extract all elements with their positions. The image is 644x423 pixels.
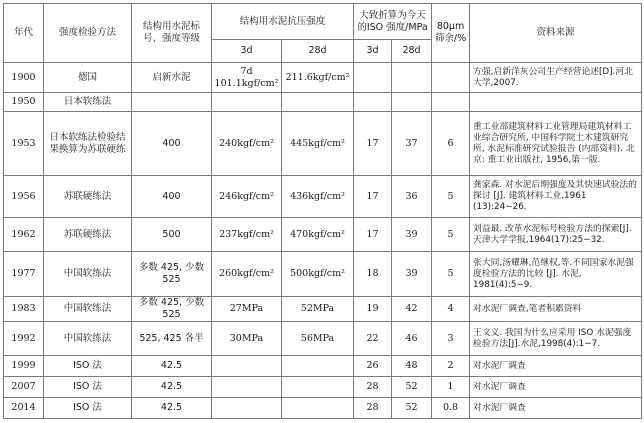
cell-iso-28d: 46 (392, 322, 432, 356)
cell-iso-3d: 19 (354, 297, 392, 322)
cell-strength-3d (212, 377, 282, 398)
cell-grade: 400 (132, 112, 212, 176)
cell-source: 方强,启新洋灰公司生产经营论述[D].河北大学,2007. (470, 63, 642, 93)
cell-strength-3d: 237kgf/cm² (212, 218, 282, 252)
cell-iso-3d: 28 (354, 377, 392, 398)
cell-residue: 3 (432, 322, 470, 356)
cell-method: 日本软练法检验结果换算为苏联硬练 (44, 112, 132, 176)
cell-iso-28d: 52 (392, 377, 432, 398)
cell-iso-3d: 26 (354, 356, 392, 377)
cell-residue: 5 (432, 218, 470, 252)
cell-strength-3d: 30MPa (212, 322, 282, 356)
cell-iso-3d (354, 63, 392, 93)
cell-source (470, 93, 642, 112)
cell-strength-3d: 27MPa (212, 297, 282, 322)
cell-strength-3d (212, 356, 282, 377)
header-year: 年代 (4, 4, 44, 63)
cell-iso-28d: 48 (392, 356, 432, 377)
table-row (4, 63, 642, 93)
cell-iso-28d: 42 (392, 297, 432, 322)
table-row (4, 93, 642, 112)
table-row (4, 356, 642, 377)
cell-iso-28d (392, 63, 432, 93)
cell-strength-28d (282, 356, 354, 377)
cell-residue: 4 (432, 297, 470, 322)
cell-strength-28d: 52MPa (282, 297, 354, 322)
cement-strength-table (3, 3, 642, 419)
cell-residue (432, 93, 470, 112)
cell-iso-28d: 36 (392, 176, 432, 218)
cell-method: ISO 法 (44, 356, 132, 377)
cell-grade: 525, 425 各半 (132, 322, 212, 356)
header-residue: 80μm筛余/% (432, 4, 470, 63)
cell-strength-28d: 211.6kgf/cm² (282, 63, 354, 93)
cell-source: 对水泥厂调查 (470, 398, 642, 419)
cell-grade: 42.5 (132, 398, 212, 419)
cell-strength-3d: 240kgf/cm² (212, 112, 282, 176)
header-row (4, 4, 642, 40)
cell-grade: 42.5 (132, 356, 212, 377)
cell-grade: 42.5 (132, 377, 212, 398)
table-row (4, 297, 642, 322)
cell-strength-28d: 500kgf/cm² (282, 252, 354, 297)
table-row (4, 398, 642, 419)
header-strength: 结构用水泥抗压强度 (212, 4, 354, 40)
cell-source: 重工业部建筑材料工业管理局建筑材料工业综合研究所, 中国科学院土木建筑研究所, 水泥标准研究试验报告 (内部资料). 北京: 重工业出版社, 1956,第一版. (470, 112, 642, 176)
cell-grade: 多数 425, 少数 525 (132, 252, 212, 297)
cell-source: 张大同,汤耀琳,范继权,等.不同国家水泥强度检验方法的比较 [J]. 水泥, 1981(4):5−9. (470, 252, 642, 297)
cell-year: 1992 (4, 322, 44, 356)
cell-year: 1983 (4, 297, 44, 322)
cell-grade: 500 (132, 218, 212, 252)
cell-year: 1956 (4, 176, 44, 218)
cell-source: 龚家森. 对水泥后期强度及其快速试验法的探讨 [J]. 建筑材料工业,1961 (13):24−26. (470, 176, 642, 218)
cell-strength-3d: 246kgf/cm² (212, 176, 282, 218)
header-source: 资料来源 (470, 4, 642, 63)
cell-source: 对水泥厂调查 (470, 377, 642, 398)
cell-strength-28d: 436kgf/cm² (282, 176, 354, 218)
subheader-iso-28d: 28d (392, 40, 432, 63)
cell-method: 德国 (44, 63, 132, 93)
cell-year: 1900 (4, 63, 44, 93)
cell-source: 王文义. 我国为什么应采用 ISO 水泥强度检验方法[J].水泥,1998(4):1−7. (470, 322, 642, 356)
cell-source: 对水泥厂调查,笔者积累资料 (470, 297, 642, 322)
cell-strength-3d: 260kgf/cm² (212, 252, 282, 297)
table-row (4, 218, 642, 252)
table-row (4, 176, 642, 218)
cell-iso-3d: 28 (354, 398, 392, 419)
cell-source: 刘益最. 改革水泥标号检验方法的探索[J].天津大学学报,1964(17):25−32. (470, 218, 642, 252)
cell-residue (432, 63, 470, 93)
cell-method: ISO 法 (44, 398, 132, 419)
table-container (3, 3, 642, 419)
cell-iso-3d: 17 (354, 218, 392, 252)
cell-grade (132, 93, 212, 112)
cell-strength-28d: 470kgf/cm² (282, 218, 354, 252)
cell-grade: 400 (132, 176, 212, 218)
cell-method: 中国软练法 (44, 322, 132, 356)
cell-strength-3d: 7d 101.1kgf/cm² (212, 63, 282, 93)
cell-year: 1953 (4, 112, 44, 176)
cell-residue: 2 (432, 356, 470, 377)
cell-residue: 5 (432, 252, 470, 297)
subheader-iso-3d: 3d (354, 40, 392, 63)
header-method: 强度检验方法 (44, 4, 132, 63)
header-iso-strength: 大致折算为今天的ISO 强度/MPa (354, 4, 432, 40)
cell-iso-28d (392, 93, 432, 112)
table-row (4, 322, 642, 356)
cell-year: 1962 (4, 218, 44, 252)
cell-iso-3d (354, 93, 392, 112)
table-row (4, 377, 642, 398)
cell-method: 中国软练法 (44, 297, 132, 322)
cell-strength-28d: 445kgf/cm² (282, 112, 354, 176)
cell-method: ISO 法 (44, 377, 132, 398)
cell-source: 对水泥厂调查 (470, 356, 642, 377)
cell-iso-28d: 52 (392, 398, 432, 419)
cell-strength-28d (282, 93, 354, 112)
cell-residue: 0.8 (432, 398, 470, 419)
cell-method: 日本软练法 (44, 93, 132, 112)
cell-iso-28d: 37 (392, 112, 432, 176)
cell-strength-28d: 56MPa (282, 322, 354, 356)
cell-iso-3d: 17 (354, 112, 392, 176)
cell-strength-28d (282, 398, 354, 419)
cell-residue: 6 (432, 112, 470, 176)
subheader-3d: 3d (212, 40, 282, 63)
table-row (4, 112, 642, 176)
cell-strength-28d (282, 377, 354, 398)
cell-iso-3d: 18 (354, 252, 392, 297)
cell-iso-3d: 22 (354, 322, 392, 356)
cell-residue: 1 (432, 377, 470, 398)
cell-method: 苏联硬练法 (44, 176, 132, 218)
cell-residue: 5 (432, 176, 470, 218)
cell-iso-3d: 17 (354, 176, 392, 218)
cell-year: 2007 (4, 377, 44, 398)
cell-year: 1950 (4, 93, 44, 112)
cell-iso-28d: 39 (392, 252, 432, 297)
cell-strength-3d (212, 398, 282, 419)
cell-grade: 多数 425, 少数 525 (132, 297, 212, 322)
subheader-28d: 28d (282, 40, 354, 63)
cell-method: 苏联硬练法 (44, 218, 132, 252)
cell-year: 2014 (4, 398, 44, 419)
cell-year: 1977 (4, 252, 44, 297)
cell-strength-3d (212, 93, 282, 112)
cell-grade: 启新水泥 (132, 63, 212, 93)
cell-year: 1999 (4, 356, 44, 377)
header-grade: 结构用水泥标号、强度等级 (132, 4, 212, 63)
table-row (4, 252, 642, 297)
cell-iso-28d: 39 (392, 218, 432, 252)
cell-method: 中国软练法 (44, 252, 132, 297)
